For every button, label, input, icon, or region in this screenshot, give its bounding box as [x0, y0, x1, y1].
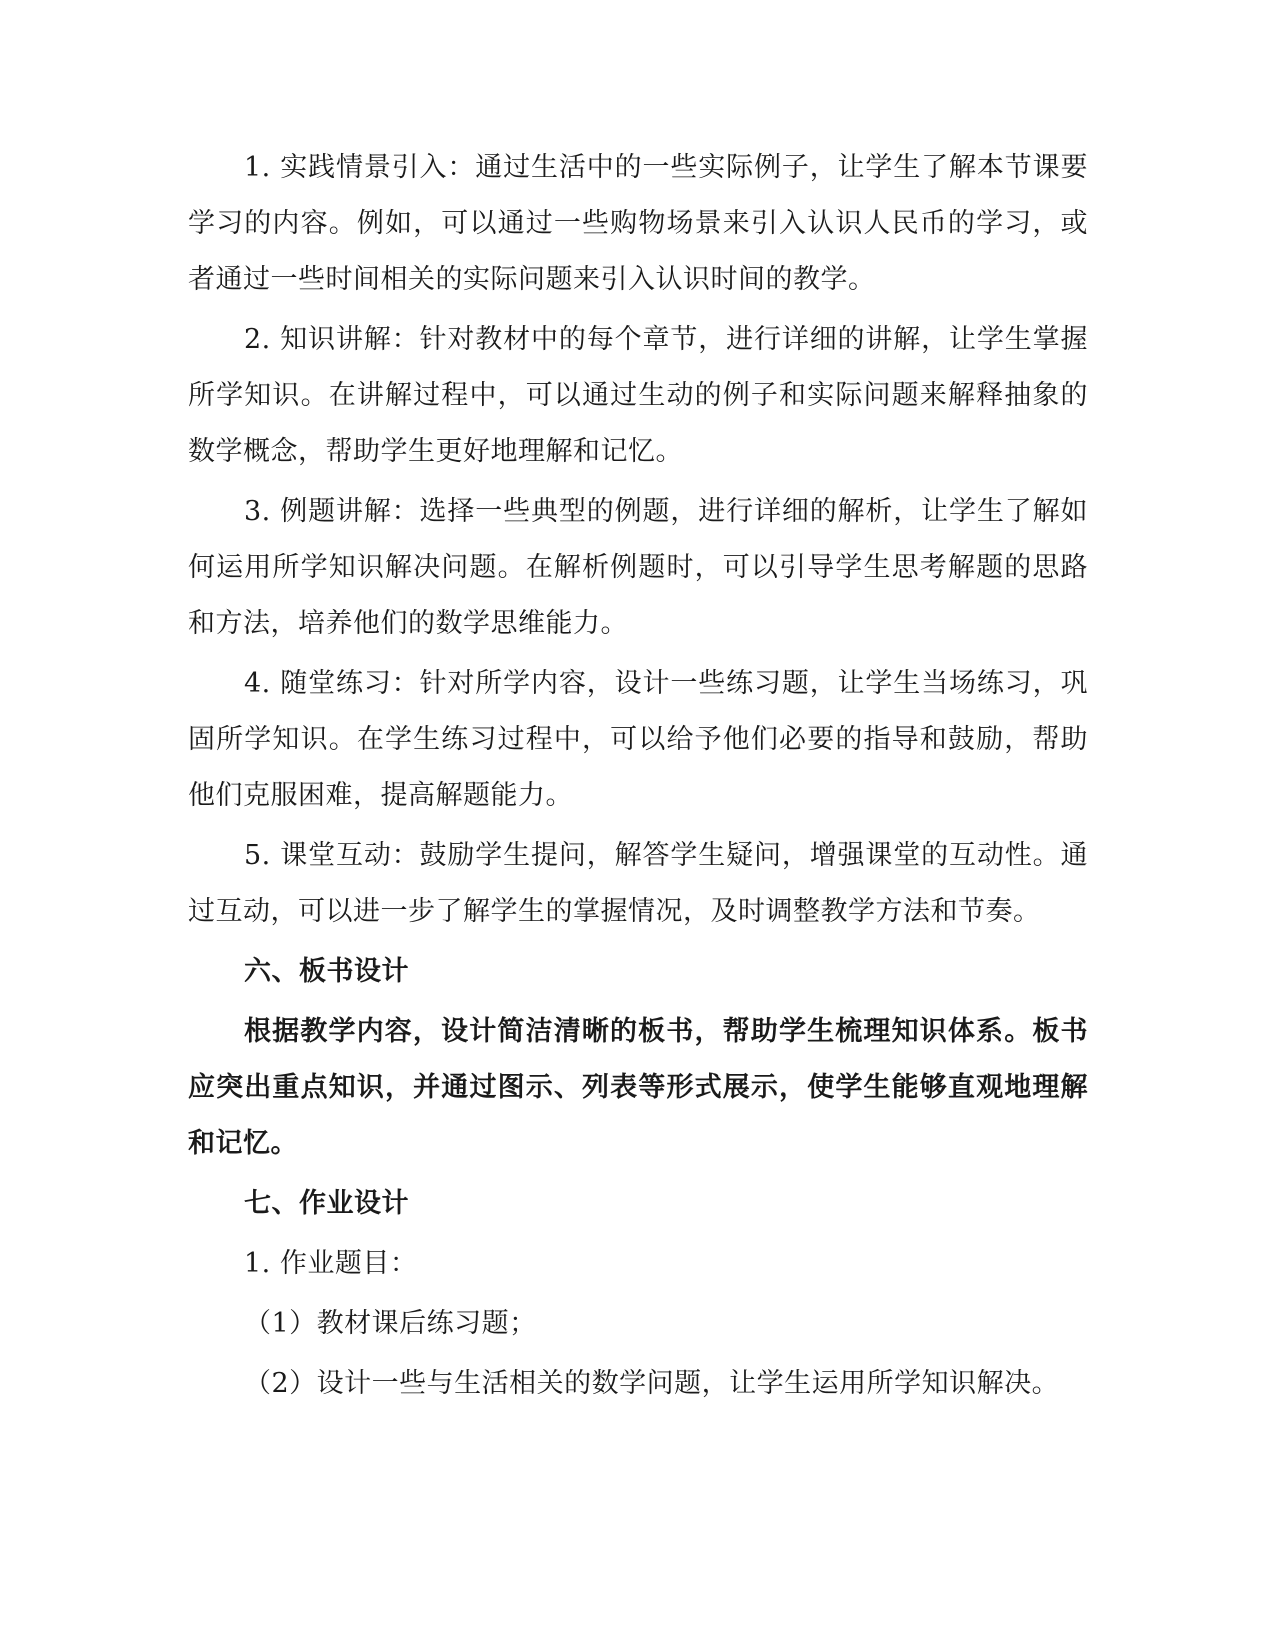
paragraph-class-interaction: 5. 课堂互动：鼓励学生提问，解答学生疑问，增强课堂的互动性。通过互动，可以进一步了解学生的掌握情况，及时调整教学方法和节奏。 — [188, 840, 1088, 927]
paragraph-example-explain: 3. 例题讲解：选择一些典型的例题，进行详细的解析，让学生了解如何运用所学知识解决问题。在解析例题时，可以引导学生思考解题的思路和方法，培养他们的数学思维能力。 — [188, 496, 1088, 639]
paragraph-in-class-practice: 4. 随堂练习：针对所学内容，设计一些练习题，让学生当场练习，巩固所学知识。在学生练习过程中，可以给予他们必要的指导和鼓励，帮助他们克服困难，提高解题能力。 — [188, 668, 1088, 811]
document-content — [188, 140, 1088, 1416]
paragraph-practice-intro: 1. 实践情景引入：通过生活中的一些实际例子，让学生了解本节课要学习的内容。例如，可以通过一些购物场景来引入认识人民币的学习，或者通过一些时间相关的实际问题来引入认识时间的教学。 — [188, 152, 1088, 295]
section-heading-board-design: 六、板书设计 — [244, 956, 409, 987]
paragraph-knowledge-explain: 2. 知识讲解：针对教材中的每个章节，进行详细的讲解，让学生掌握所学知识。在讲解过程中，可以通过生动的例子和实际问题来解释抽象的数学概念，帮助学生更好地理解和记忆。 — [188, 324, 1088, 467]
section-heading-homework-design: 七、作业设计 — [244, 1188, 409, 1219]
homework-item-title: 1. 作业题目： — [244, 1248, 418, 1279]
homework-subitem-1: （1）教材课后练习题； — [244, 1308, 537, 1339]
homework-subitem-2: （2）设计一些与生活相关的数学问题，让学生运用所学知识解决。 — [244, 1368, 1060, 1399]
paragraph-board-design: 根据教学内容，设计简洁清晰的板书，帮助学生梳理知识体系。板书应突出重点知识，并通过图示、列表等形式展示，使学生能够直观地理解和记忆。 — [188, 1016, 1088, 1159]
